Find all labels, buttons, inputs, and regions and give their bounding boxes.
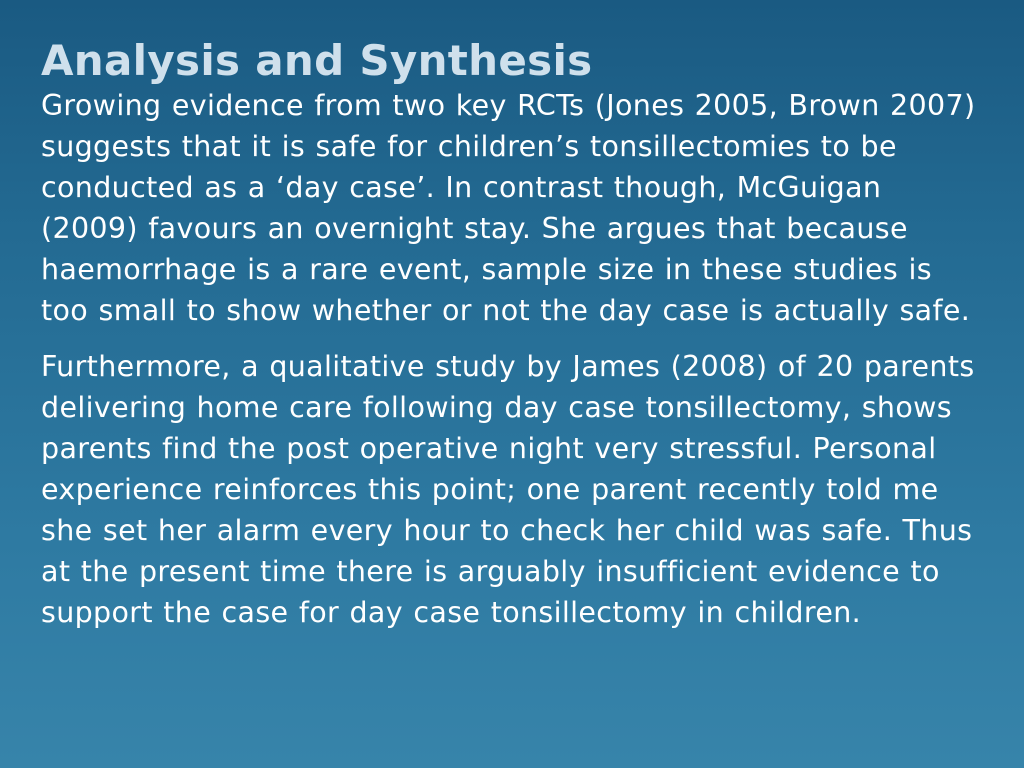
body-paragraph-2: Furthermore, a qualitative study by James (2008) of 20 parents delivering home care following day case tonsillectomy, shows parents find the post operative night very stressful. Personal experience reinforces this point; one parent recently told me she set her alarm every hour to check her child was safe. Thus at the present time there is arguably insufficient evidence to support the case for day case tonsillectomy in children. xyxy=(41,350,975,629)
body-paragraph-1: Growing evidence from two key RCTs (Jones 2005, Brown 2007) suggests that it is safe for children’s tonsillectomies to be conducted as a ‘day case’. In contrast though, McGuigan (2009) favours an overnight stay. She argues that because haemorrhage is a rare event, sample size in these studies is too small to show whether or not the day case is actually safe. xyxy=(41,89,976,327)
slide-title: Analysis and Synthesis xyxy=(41,36,593,85)
